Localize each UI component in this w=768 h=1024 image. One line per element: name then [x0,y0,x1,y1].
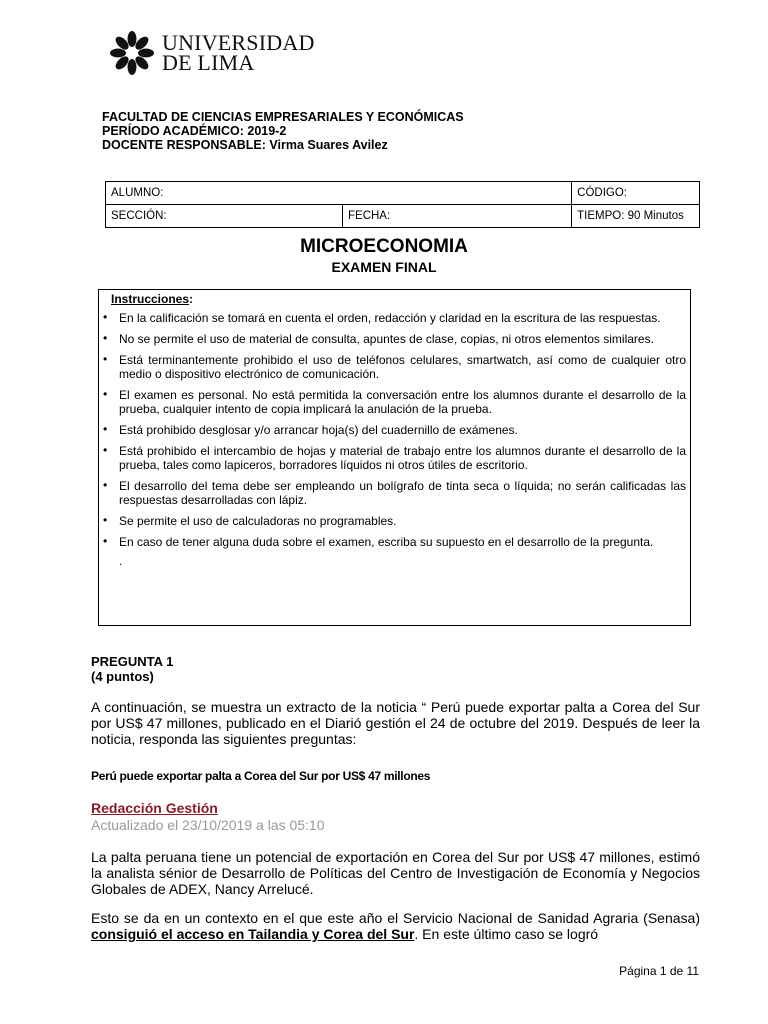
instruction-item: • En caso de tener alguna duda sobre el examen, escriba su supuesto en el desarrollo de la pregunta. [103,534,654,549]
question-1-points: (4 puntos) [91,669,154,684]
instruction-item: • Está prohibido el intercambio de hojas y material de trabajo entre los alumnos durante el desarrollo de la prueba, tales como lapiceros, borradores líquidos ni otros útiles de escritorio. [103,443,686,472]
instruction-item: • Está terminantemente prohibido el uso de teléfonos celulares, smartwatch, así como de cualquier otro medio o dispositivo electrónico de comunicación. [103,352,686,381]
news-access-link[interactable]: consiguió el acceso en Tailandia y Corea del Sur [91,926,415,942]
star-flower-logo-icon [108,29,156,77]
exam-title: MICROECONOMIA [300,236,468,257]
codigo-cell: CÓDIGO: [572,182,700,205]
bullet-icon: • [103,478,108,492]
news-paragraph-2 [91,910,700,942]
news-author-link[interactable]: Redacción Gestión [91,800,218,816]
page-number: Página 1 de 11 [619,964,699,978]
instruction-item: • El examen es personal. No está permitida la conversación entre los alumnos durante el desarrollo de la prueba, cualquier intento de copia implicará la anulación de la prueba. [103,387,686,416]
fecha-cell: FECHA: [343,205,572,228]
logo-line-2: DE LIMA [162,50,255,75]
instruction-item: • Se permite el uso de calculadoras no programables. [103,513,397,528]
bullet-icon: • [103,387,108,401]
university-logo [108,29,315,77]
student-info-table [105,181,700,228]
question-1-header [91,654,173,684]
trailing-dot: . [119,554,123,568]
bullet-icon: • [103,443,108,457]
news-title: Perú puede exportar palta a Corea del Sur por US$ 47 millones [91,769,431,783]
bullet-icon: • [103,310,108,324]
instruction-item: • Está prohibido desglosar y/o arrancar hoja(s) del cuadernillo de exámenes. [103,422,518,437]
news-paragraph-2-start: Esto se da en un contexto en el que este año el Servicio Nacional de Sanidad Agraria (Senasa) [91,910,700,926]
instructions-heading-row [111,292,686,306]
instruction-item: • En la calificación se tomará en cuenta el orden, redacción y claridad en la escritura de las respuestas. [103,310,661,325]
bullet-icon: • [103,422,108,436]
instruction-item: • El desarrollo del tema debe ser empleando un bolígrafo de tinta seca o líquida; no serán calificadas las respuestas desarrolladas con lápiz. [103,478,686,507]
instruction-item: • No se permite el uso de material de consulta, apuntes de clase, copias, ni otros elementos similares. [103,331,654,346]
period-line: PERÍODO ACADÉMICO: 2019-2 [102,124,287,138]
instructions-list [103,311,686,549]
bullet-icon: • [103,534,108,548]
bullet-icon: • [103,331,108,345]
news-paragraph-2-end: . En este último caso se logró [414,926,599,942]
instructions-box [98,289,691,626]
question-1-intro: A continuación, se muestra un extracto de la noticia “ Perú puede exportar palta a Corea del Sur por US$ 47 millones, publicado en el Diarió gestión el 24 de octubre del 2019. Después de leer la noticia, responda las siguientes preguntas: [91,699,700,747]
alumno-cell: ALUMNO: [106,182,572,205]
exam-subtitle: EXAMEN FINAL [331,259,437,275]
bullet-icon: • [103,513,108,527]
logo-text [162,30,315,75]
logo-line-1: UNIVERSIDAD [162,30,315,55]
exam-header [102,110,464,152]
instructions-heading: Instrucciones [111,292,190,306]
bullet-icon: • [103,352,108,366]
news-paragraph-1: La palta peruana tiene un potencial de exportación en Corea del Sur por US$ 47 millones, estimó la analista sénior de Desarrollo de Políticas del Centro de Investigación de Economía y Negocios Globales de ADEX, Nancy Arrelucé. [91,849,700,897]
question-1-title: PREGUNTA 1 [91,654,174,669]
tiempo-cell: TIEMPO: 90 Minutos [572,205,700,228]
teacher-line: DOCENTE RESPONSABLE: Virma Suares Avilez [102,138,388,152]
news-updated-date: Actualizado el 23/10/2019 a las 05:10 [91,817,325,833]
seccion-cell: SECCIÓN: [106,205,343,228]
faculty-line: FACULTAD DE CIENCIAS EMPRESARIALES Y ECONÓMICAS [102,110,464,124]
instructions-colon: : [189,292,194,306]
